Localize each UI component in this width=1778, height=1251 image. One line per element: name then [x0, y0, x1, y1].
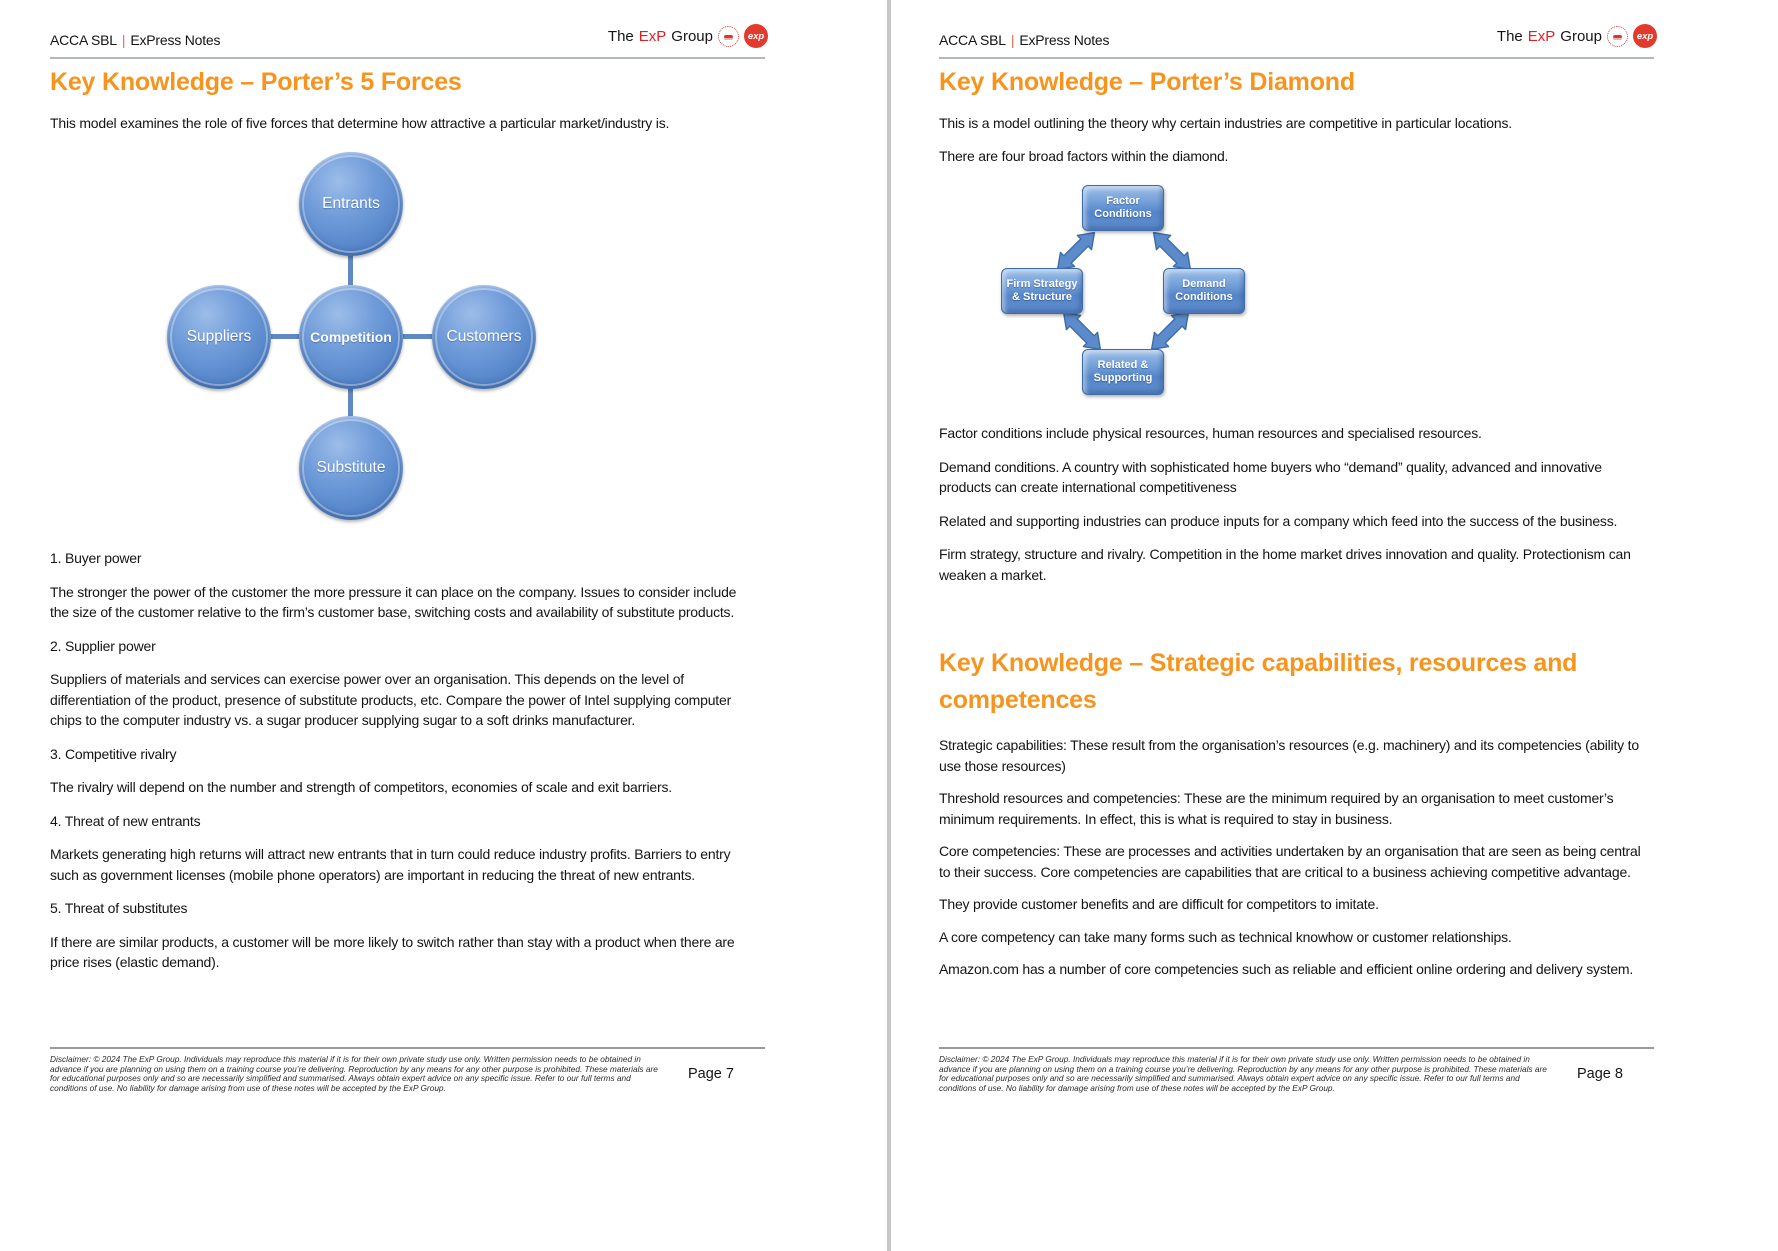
- section-paragraph: Suppliers of materials and services can exercise power over an organisation. This depends on the level of differentiation of the product, presence of substitute products, etc. Compare the power of Intel supplying computer chips to the computer industry vs. a sugar producer supplying sugar to a soft drinks manufacturer.: [50, 671, 732, 728]
- page-number: Page 8: [1577, 1066, 1623, 1082]
- section-paragraph: Markets generating high returns will attract new entrants that in turn could reduce industry profits. Barriers to entry such as government licenses (mobile phone operators) are important in reducing the threat of new entrants.: [50, 846, 731, 883]
- header-group-pre: The: [1496, 27, 1523, 45]
- section-paragraph: The rivalry will depend on the number and strength of competitors, economies of scale and exit barriers.: [50, 779, 672, 795]
- header-group-brand: ExP: [1527, 27, 1556, 45]
- body-paragraph: Demand conditions. A country with sophisticated home buyers who “demand” quality, advanced and innovative products can create international competitiveness: [939, 458, 1602, 495]
- body-paragraph: Firm strategy, structure and rivalry. Competition in the home market drives innovation and quality. Protectionism can weaken a market.: [939, 546, 1631, 583]
- page-divider: [887, 0, 891, 1251]
- header-notes-title: ExPress Notes: [130, 32, 221, 48]
- header-group-pre: The: [607, 27, 634, 45]
- header-brand-right: [608, 24, 768, 48]
- capabilities-paragraphs: [939, 735, 1644, 992]
- diamond-label-related: Related & Supporting: [1093, 358, 1153, 384]
- diamond-label-factor: Factor Conditions: [1094, 194, 1152, 220]
- header-brand-left: [50, 30, 220, 51]
- exp-circle-logo-icon: exp: [1633, 24, 1657, 48]
- force-circle-suppliers: [167, 285, 271, 389]
- disclaimer-text: Disclaimer: © 2024 The ExP Group. Individuals may reproduce this material if it is for their own private study use only. Written permission needs to be obtained in advance if you are planning on using them on a training course you’re delivering. Reproduction by any means for any other purpose is prohibited. These materials are for educational purposes only and so are necessarily simplified and summarised. Always obtain expert advice on any specific issue. Refer to our full terms and conditions of use. No liability for damage arising from use of these notes will be accepted by the ExP Group.: [939, 1054, 1547, 1094]
- body-paragraph: Threshold resources and competencies: These are the minimum required by an organisation to meet customer’s minimum requirements. In effect, this is what is required to stay in business.: [939, 790, 1614, 827]
- disclaimer-text: Disclaimer: © 2024 The ExP Group. Individuals may reproduce this material if it is for their own private study use only. Written permission needs to be obtained in advance if you are planning on using them on a training course you’re delivering. Reproduction by any means for any other purpose is prohibited. These materials are for educational purposes only and so are necessarily simplified and summarised. Always obtain expert advice on any specific issue. Refer to our full terms and conditions of use. No liability for damage arising from use of these notes will be accepted by the ExP Group.: [50, 1054, 658, 1094]
- diamond-box-firm-strategy: [1001, 268, 1083, 314]
- force-label-substitute: Substitute: [316, 459, 386, 476]
- header-group-brand: ExP: [638, 27, 667, 45]
- page-number: Page 7: [688, 1066, 734, 1082]
- header-pipe-separator: |: [121, 32, 126, 48]
- force-circle-substitute: [299, 416, 403, 520]
- header-brand-left: [939, 30, 1109, 51]
- page-8: [889, 0, 1778, 1251]
- section-title: 4. Threat of new entrants: [50, 812, 201, 829]
- header-rule: [50, 57, 765, 59]
- force-label-suppliers: Suppliers: [186, 328, 252, 345]
- intro-paragraph: There are four broad factors within the diamond.: [939, 148, 1229, 164]
- exp-seal-logo-icon: [1607, 26, 1628, 47]
- header-course-code: ACCA SBL: [50, 32, 117, 48]
- header-group-post: Group: [1560, 27, 1602, 45]
- force-circle-competition: [299, 285, 403, 389]
- body-paragraph: A core competency can take many forms such as technical knowhow or customer relationships.: [939, 928, 1512, 945]
- body-paragraph: They provide customer benefits and are difficult for competitors to imitate.: [939, 896, 1379, 912]
- header-pipe-separator: |: [1010, 32, 1015, 48]
- section-paragraph: If there are similar products, a customer will be more likely to switch rather than stay with a product when there are price rises (elastic demand).: [50, 933, 735, 970]
- second-page-title: Key Knowledge – Strategic capabilities, resources and competences: [939, 649, 1578, 714]
- section-paragraph: The stronger the power of the customer the more pressure it can place on the company. Issues to consider include the size of the customer relative to the firm’s customer base, switching costs and availability of substitute products.: [50, 583, 737, 620]
- section-title: 1. Buyer power: [50, 550, 142, 566]
- section-title: 5. Threat of substitutes: [50, 900, 188, 916]
- diamond-paragraphs: [939, 423, 1644, 598]
- body-paragraph: Strategic capabilities: These result from the organisation’s resources (e.g. machinery) and its competencies (ability to use those resources): [939, 737, 1639, 774]
- body-paragraph: Amazon.com has a number of core competencies such as reliable and efficient online ordering and delivery system.: [939, 961, 1634, 977]
- force-label-entrants: Entrants: [322, 195, 380, 212]
- force-circle-customers: [432, 285, 536, 389]
- force-circle-entrants: [299, 152, 403, 256]
- exp-seal-logo-icon: [718, 26, 739, 47]
- intro-paragraph: This model examines the role of five forces that determine how attractive a particular market/industry is.: [50, 115, 670, 131]
- body-paragraph: Core competencies: These are processes and activities undertaken by an organisation that are seen as being central to their success. Core competencies are capabilities that are critical to a business achieving competitive advantage.: [939, 843, 1641, 880]
- diamond-box-demand-conditions: [1163, 268, 1245, 314]
- diamond-box-related-supporting: [1082, 349, 1164, 395]
- footer-rule: [50, 1047, 765, 1049]
- five-forces-diagram: [0, 150, 765, 530]
- forces-sections: [50, 548, 755, 986]
- header-course-code: ACCA SBL: [939, 32, 1006, 48]
- exp-circle-logo-icon: exp: [744, 24, 768, 48]
- footer-rule: [939, 1047, 1654, 1049]
- diamond-label-firm-strategy: Firm Strategy & Structure: [1006, 277, 1078, 303]
- section-title: 3. Competitive rivalry: [50, 745, 177, 762]
- header-group-post: Group: [671, 27, 713, 45]
- header-notes-title: ExPress Notes: [1019, 32, 1110, 48]
- diamond-box-factor-conditions: [1082, 185, 1164, 231]
- header-brand-right: [1497, 24, 1657, 48]
- body-paragraph: Related and supporting industries can produce inputs for a company which feed into the success of the business.: [939, 512, 1618, 529]
- diamond-label-demand: Demand Conditions: [1175, 277, 1233, 303]
- page-title: Key Knowledge – Porter’s Diamond: [939, 68, 1355, 96]
- page-title: Key Knowledge – Porter’s 5 Forces: [50, 68, 462, 96]
- force-label-customers: Customers: [446, 328, 522, 345]
- section-title: 2. Supplier power: [50, 637, 156, 654]
- body-paragraph: Factor conditions include physical resources, human resources and specialised resources.: [939, 425, 1482, 441]
- header-rule: [939, 57, 1654, 59]
- intro-paragraph: This is a model outlining the theory why certain industries are competitive in particular locations.: [939, 115, 1512, 131]
- force-label-competition: Competition: [310, 329, 392, 345]
